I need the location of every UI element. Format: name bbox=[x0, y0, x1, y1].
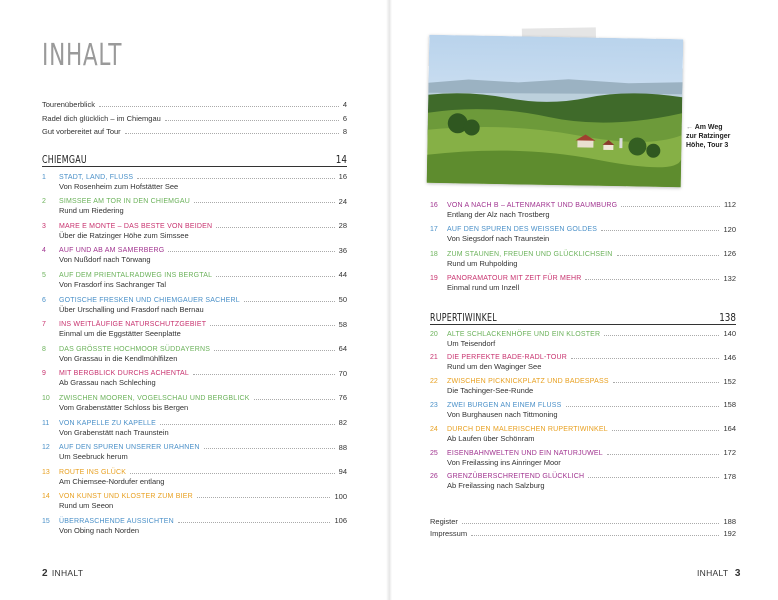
tour-entry bbox=[430, 401, 736, 418]
tour-page: 50 bbox=[338, 295, 347, 304]
tour-number: 9 bbox=[42, 370, 46, 378]
tour-entry bbox=[42, 247, 347, 264]
tour-number: 12 bbox=[42, 444, 50, 452]
toc-back-item: Impressum 192 bbox=[430, 529, 736, 538]
tour-subtitle: Rund um den Waginger See bbox=[447, 362, 542, 372]
tour-title: DURCH DEN MALERISCHEN RUPERTIWINKEL bbox=[447, 425, 608, 433]
tour-entry bbox=[42, 394, 347, 411]
tour-number: 16 bbox=[430, 201, 438, 209]
tour-number: 26 bbox=[430, 473, 438, 481]
tour-entry bbox=[42, 345, 347, 362]
tour-page: 82 bbox=[338, 418, 347, 427]
tour-title: PANORAMATOUR MIT ZEIT FÜR MEHR bbox=[447, 275, 582, 283]
tour-number: 3 bbox=[42, 222, 46, 230]
tour-number: 20 bbox=[430, 330, 438, 338]
right-page bbox=[389, 0, 778, 600]
tour-title: ZUM STAUNEN, FREUEN UND GLÜCKLICHSEIN bbox=[447, 250, 613, 258]
tour-page: 164 bbox=[723, 424, 736, 434]
toc-front-item: Radel dich glücklich – im Chiemgau 6 bbox=[42, 114, 347, 123]
tour-page: 58 bbox=[338, 319, 347, 329]
tour-subtitle: Die Tachinger-See-Runde bbox=[447, 386, 534, 396]
tour-title: GOTISCHE FRESKEN UND CHIEMGAUER SACHERL bbox=[59, 296, 240, 304]
tour-title: VON KAPELLE ZU KAPELLE bbox=[59, 419, 156, 427]
tour-subtitle: Einmal rund um Inzell bbox=[447, 283, 520, 293]
tour-entry bbox=[430, 473, 736, 490]
tour-subtitle: Rund um Seeon bbox=[59, 501, 114, 511]
tour-number: 14 bbox=[42, 493, 50, 501]
tour-page: 172 bbox=[723, 448, 736, 457]
tour-page: 70 bbox=[338, 368, 347, 378]
tour-subtitle: Rund um Ruhpolding bbox=[447, 258, 518, 268]
tour-entry bbox=[430, 354, 736, 371]
tour-subtitle: Ab Laufen über Schönram bbox=[447, 433, 535, 443]
tour-entry bbox=[42, 296, 347, 313]
tour-title: GRENZÜBERSCHREITEND GLÜCKLICH bbox=[447, 473, 585, 481]
tour-page: 36 bbox=[338, 245, 347, 255]
tour-entry bbox=[42, 444, 347, 461]
tour-number: 25 bbox=[430, 449, 438, 457]
tour-title: AUF DEM PRIENTALRADWEG INS BERGTAL bbox=[59, 271, 213, 279]
tour-subtitle: Von Grabenstätt nach Traunstein bbox=[59, 427, 169, 437]
tour-number: 8 bbox=[42, 345, 46, 353]
tour-number: 4 bbox=[42, 247, 46, 255]
tour-number: 1 bbox=[42, 173, 46, 181]
tour-page: 28 bbox=[338, 221, 347, 231]
tour-page: 16 bbox=[338, 172, 347, 181]
tour-subtitle: Über Urschalling und Frasdorf nach Bernau bbox=[59, 304, 204, 314]
tour-page: 100 bbox=[334, 491, 347, 501]
tour-subtitle: Rund um Riedering bbox=[59, 206, 124, 216]
tour-subtitle: Ab Freilassing nach Salzburg bbox=[447, 481, 545, 491]
tour-page: 120 bbox=[723, 224, 736, 234]
tour-title: AUF DEN SPUREN DES WEISSEN GOLDES bbox=[447, 226, 598, 234]
tour-page: 152 bbox=[723, 376, 736, 386]
tour-entry bbox=[42, 198, 347, 215]
tour-page: 24 bbox=[338, 196, 347, 206]
photo-caption: ← Am Weg zur Ratzinger Höhe, Tour 3 bbox=[686, 124, 731, 149]
tour-number: 2 bbox=[42, 198, 46, 206]
tour-entry bbox=[42, 321, 347, 338]
footer-left: 2 INHALT bbox=[42, 568, 84, 579]
tour-number: 6 bbox=[42, 296, 46, 304]
tour-title: MIT BERGBLICK DURCHS ACHENTAL bbox=[59, 370, 190, 378]
tour-page: 76 bbox=[338, 393, 347, 403]
tour-subtitle: Ab Grassau nach Schleching bbox=[59, 378, 156, 388]
tour-subtitle: Um Seebruck herum bbox=[59, 452, 128, 462]
tour-title: INS WEITLÄUFIGE NATURSCHUTZGEBIET bbox=[59, 321, 207, 329]
tour-subtitle: Von Siegsdorf nach Traunstein bbox=[447, 234, 550, 244]
tour-subtitle: Von Burghausen nach Tittmoning bbox=[447, 409, 558, 419]
tour-title: ÜBERRASCHENDE AUSSICHTEN bbox=[59, 517, 174, 525]
tour-entry bbox=[430, 425, 736, 442]
tour-entry bbox=[430, 250, 736, 267]
tour-subtitle: Von Obing nach Norden bbox=[59, 525, 140, 535]
tour-title: AUF UND AB AM SAMERBERG bbox=[59, 247, 165, 255]
tour-page: 64 bbox=[338, 344, 347, 354]
tour-number: 24 bbox=[430, 425, 438, 433]
tour-entry bbox=[430, 201, 736, 218]
tour-entry bbox=[430, 275, 736, 292]
tour-number: 7 bbox=[42, 321, 46, 329]
tour-number: 15 bbox=[42, 517, 50, 525]
tour-page: 140 bbox=[723, 329, 736, 338]
tour-title: VON A NACH B – ALTENMARKT UND BAUMBURG bbox=[447, 201, 618, 209]
tour-page: 112 bbox=[724, 200, 736, 209]
tour-title: AUF DEN SPUREN UNSERER URAHNEN bbox=[59, 444, 200, 452]
tour-entry bbox=[430, 330, 736, 347]
tour-entry bbox=[42, 493, 347, 510]
tour-subtitle: Über die Ratzinger Höhe zum Simssee bbox=[59, 230, 189, 240]
tour-page: 158 bbox=[723, 400, 736, 410]
page-title: INHALT bbox=[42, 38, 123, 73]
tour-entry bbox=[42, 468, 347, 485]
tour-subtitle: Entlang der Alz nach Trostberg bbox=[447, 209, 550, 219]
tour-title: DIE PERFEKTE BADE-RADL-TOUR bbox=[447, 354, 568, 362]
tour-entry bbox=[42, 517, 347, 534]
tour-entry bbox=[42, 222, 347, 239]
tour-number: 13 bbox=[42, 468, 50, 476]
toc-back-item: Register 188 bbox=[430, 517, 736, 526]
tour-title: DAS GRÖSSTE HOCHMOOR SÜDDAYERNS bbox=[59, 345, 211, 353]
tour-title: VON KUNST UND KLOSTER ZUM BIER bbox=[59, 493, 193, 501]
section-header-chiemgau: CHIEMGAU 14 bbox=[42, 153, 347, 166]
tour-title: ZWEI BURGEN AN EINEM FLUSS bbox=[447, 401, 562, 409]
tour-subtitle: Einmal um die Eggstätter Seenplatte bbox=[59, 329, 181, 339]
tour-page: 132 bbox=[723, 273, 736, 283]
tour-number: 18 bbox=[430, 250, 438, 258]
toc-front-item: Gut vorbereitet auf Tour 8 bbox=[42, 127, 347, 136]
tour-subtitle: Von Grassau in die Kendlmühlfilzen bbox=[59, 353, 178, 363]
tour-entry bbox=[430, 449, 736, 466]
tour-page: 146 bbox=[723, 352, 736, 362]
tour-title: ZWISCHEN PICKNICKPLATZ UND BADESPASS bbox=[447, 378, 609, 386]
tour-page: 126 bbox=[723, 249, 736, 259]
tour-entry bbox=[42, 419, 347, 436]
tour-page: 106 bbox=[334, 516, 347, 526]
tour-subtitle: Am Chiemsee-Nordufer entlang bbox=[59, 476, 165, 486]
tour-entry bbox=[42, 370, 347, 387]
tour-number: 21 bbox=[430, 354, 438, 362]
tour-number: 11 bbox=[42, 419, 50, 427]
tour-title: EISENBAHNWELTEN UND EIN NATURJUWEL bbox=[447, 449, 603, 457]
tour-entry bbox=[430, 378, 736, 395]
tour-subtitle: Von Nußdorf nach Törwang bbox=[59, 255, 151, 265]
tour-subtitle: Vom Grabenstätter Schloss bis Bergen bbox=[59, 402, 189, 412]
section-header-rupertiwinkel: RUPERTIWINKEL 138 bbox=[430, 311, 736, 324]
tour-number: 10 bbox=[42, 394, 50, 402]
tour-number: 22 bbox=[430, 378, 438, 386]
tour-title: ALTE SCHLACKENHÖFE UND EIN KLOSTER bbox=[447, 330, 601, 338]
tour-number: 17 bbox=[430, 226, 438, 234]
tour-page: 88 bbox=[338, 442, 347, 452]
tour-page: 44 bbox=[338, 270, 347, 280]
tour-number: 23 bbox=[430, 401, 438, 409]
tour-title: MARE E MONTE – DAS BESTE VON BEIDEN bbox=[59, 222, 213, 230]
tour-title: STADT, LAND, FLUSS bbox=[59, 173, 134, 181]
tour-entry bbox=[42, 173, 347, 190]
tour-subtitle: Von Frasdorf ins Sachranger Tal bbox=[59, 279, 167, 289]
tour-number: 5 bbox=[42, 271, 46, 279]
tour-title: ROUTE INS GLÜCK bbox=[59, 468, 127, 476]
tour-subtitle: Um Teisendorf bbox=[447, 338, 496, 348]
tour-page: 178 bbox=[723, 471, 736, 481]
tour-page: 94 bbox=[338, 467, 347, 477]
toc-front-item: Tourenüberblick 4 bbox=[42, 100, 347, 109]
tour-number: 19 bbox=[430, 275, 438, 283]
tour-title: ZWISCHEN MOOREN, VOGELSCHAU UND BERGBLICK bbox=[59, 394, 250, 402]
tour-entry bbox=[430, 226, 736, 243]
tour-subtitle: Von Freilassing ins Ainringer Moor bbox=[447, 457, 561, 467]
tour-title: SIMSSEE AM TOR IN DEN CHIEMGAU bbox=[59, 198, 190, 206]
tour-entry bbox=[42, 271, 347, 288]
footer-right: INHALT 3 bbox=[697, 568, 741, 579]
tour-subtitle: Von Rosenheim zum Hofstätter See bbox=[59, 181, 179, 191]
